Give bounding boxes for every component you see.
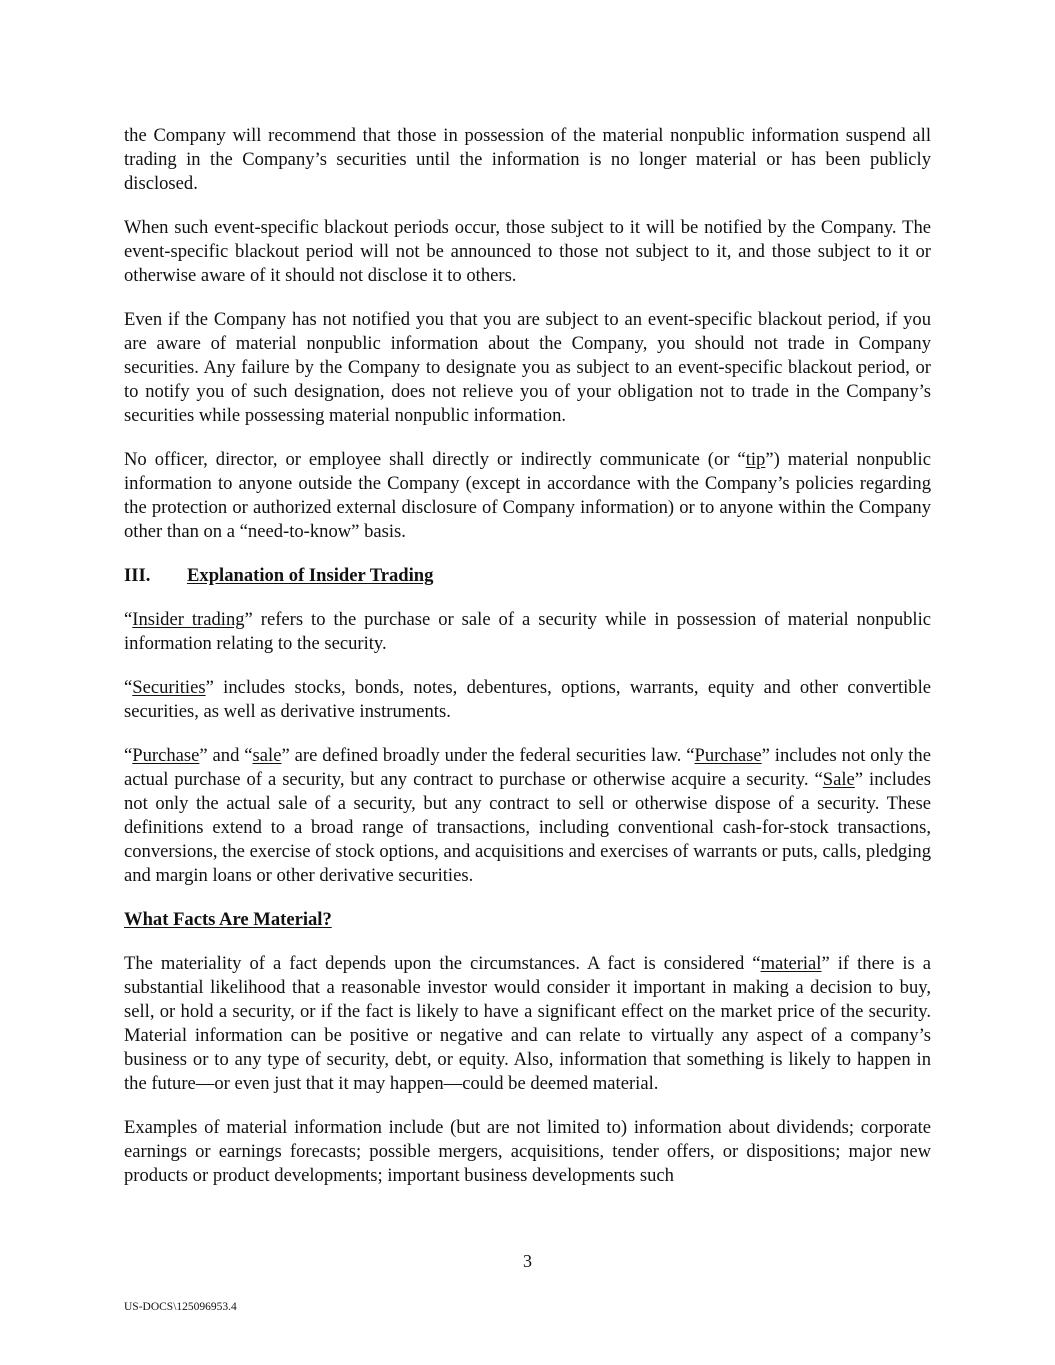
- paragraph-insider-trading-definition: [124, 608, 931, 656]
- paragraph-materiality: [124, 952, 931, 1096]
- defined-term-sale: sale: [252, 745, 282, 766]
- text-segment: No officer, director, or employee shall directly or indirectly communicate (or “: [124, 449, 746, 470]
- document-page: [124, 124, 931, 1208]
- paragraph-blackout-recommendation: the Company will recommend that those in possession of the material nonpublic information suspend all trading in the Company’s securities until the information is no longer material or has been publicly disclosed.: [124, 125, 931, 194]
- paragraph-event-specific-blackout: Even if the Company has not notified you that you are subject to an event-specific blackout period, if you are aware of material nonpublic information about the Company, you should not trade in Company securities. Any failure by the Company to designate you as subject to an event-specific blackout period, or to notify you of such designation, does not relieve you of your obligation not to trade in the Company’s securities while possessing material nonpublic information.: [124, 309, 931, 426]
- subheading-material-facts: What Facts Are Material?: [124, 909, 332, 930]
- text-segment: ” refers to the purchase or sale of a security while in possession of material nonpublic information relating to the security.: [124, 609, 932, 654]
- text-segment: ” if there is a substantial likelihood that a reasonable investor would consider it important in making a decision to buy, sell, or hold a security, or if the fact is likely to have a significant effect on the market price of the security. Material information can be positive or negative and can relate to virtually any aspect of a company’s business or to any type of security, debt, or equity. Also, information that something is likely to happen in the future—or even just that it may happen—could be deemed material.: [124, 953, 931, 1094]
- section-heading: [124, 564, 931, 588]
- defined-term-tip: tip: [745, 449, 766, 470]
- text-segment: ” includes stocks, bonds, notes, debentures, options, warrants, equity and other convertible securities, as well as derivative instruments.: [124, 677, 931, 722]
- text-segment: ” includes not only the actual purchase of a security, but any contract to purchase or otherwise acquire a security. “: [124, 745, 931, 790]
- text-segment: “: [124, 745, 133, 766]
- page-number: 3: [523, 1251, 532, 1271]
- text-segment: “: [124, 677, 133, 698]
- paragraph-material-examples: Examples of material information include (but are not limited to) information about dividends; corporate earnings or earnings forecasts; possible mergers, acquisitions, tender offers, or dispositions; major new products or product developments; important business developments such: [124, 1117, 931, 1186]
- defined-term-purchase: Purchase: [132, 745, 200, 766]
- text-segment: ” and “: [199, 745, 253, 766]
- defined-term-material: material: [760, 953, 822, 974]
- section-number: III.: [124, 565, 151, 586]
- section-title: Explanation of Insider Trading: [187, 565, 434, 586]
- defined-term-securities: Securities: [132, 677, 206, 698]
- text-segment: The materiality of a fact depends upon the circumstances. A fact is considered “: [124, 953, 761, 974]
- document-id: US-DOCS\125096953.4: [124, 1301, 237, 1313]
- paragraph-purchase-sale-definition: [124, 744, 931, 888]
- paragraph-securities-definition: [124, 676, 931, 724]
- paragraph-blackout-notification: When such event-specific blackout periods occur, those subject to it will be notified by the Company. The event-specific blackout period will not be announced to those not subject to it, and those subject to it or otherwise aware of it should not disclose it to others.: [124, 217, 931, 286]
- text-segment: ”) material nonpublic information to anyone outside the Company (except in accordance with the Company’s policies regarding the protection or authorized external disclosure of Company information) or to anyone within the Company other than on a “need-to-know” basis.: [124, 449, 931, 542]
- text-segment: ” includes not only the actual sale of a security, but any contract to sell or otherwise dispose of a security. These definitions extend to a broad range of transactions, including conventional cash-for-stock transactions, conversions, the exercise of stock options, and acquisitions and exercises of warrants or puts, calls, pledging and margin loans or other derivative securities.: [124, 769, 931, 886]
- text-segment: “: [124, 609, 133, 630]
- defined-term-purchase: Purchase: [694, 745, 762, 766]
- paragraph-tipping: [124, 448, 931, 544]
- text-segment: ” are defined broadly under the federal securities law. “: [281, 745, 695, 766]
- defined-term-insider-trading: Insider trading: [132, 609, 245, 630]
- defined-term-sale: Sale: [822, 769, 855, 790]
